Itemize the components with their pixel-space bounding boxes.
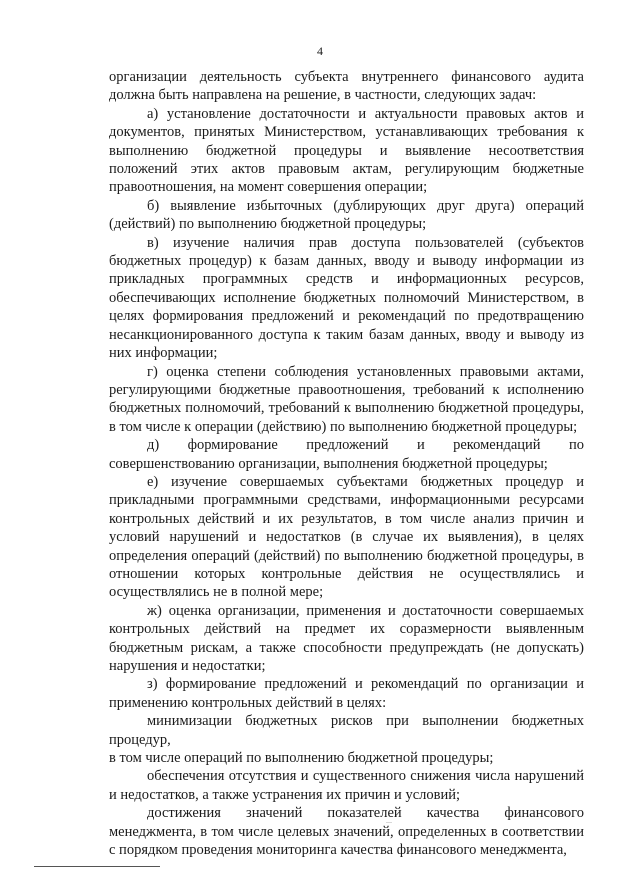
paragraph-sub-violations: обеспечения отсутствия и существенного снижения числа нарушений и недостатков, а также устранения их причин и условий; [109, 768, 584, 803]
paragraph-item-e: е) изучение совершаемых субъектами бюджетных процедур и прикладными программными средствами, информационными ресурсами контрольных действий и их результатов, в том числе анализ причин и условий нарушений и недостатков (в случае их выявления), в целях определения операций (действий) по выполнению бюджетной процедуры, в отношении которых контрольные действия не осуществлялись и осуществлялись не в полной мере; [109, 473, 584, 601]
paragraph-item-zh: ж) оценка организации, применения и достаточности совершаемых контрольных действий на предмет их соразмерности выявленным бюджетным рискам, а также способности предупреждать (не допускать) нарушения и недостатки; [109, 602, 584, 674]
paragraph-sub-risks-continuation: в том числе операций по выполнению бюджетной процедуры; [109, 750, 494, 767]
paragraph-item-a: а) установление достаточности и актуальности правовых актов и документов, принятых Министерством, устанавливающих требования к выполнению бюджетной процедуры и выявление несоответствия положений этих актов правовым актам, регулирующим бюджетные правоотношения, на момент совершения операции; [109, 105, 584, 196]
paragraph-intro-continuation: организации деятельность субъекта внутреннего финансового аудита должна быть направлена на решение, в частности, следующих задач: [109, 69, 584, 104]
paragraph-item-g: г) оценка степени соблюдения установленных правовыми актами, регулирующими бюджетные правоотношения, требований к исполнению бюджетных полномочий, требований к выполнению бюджетной процедуры, в том числе к операции (действию) по выполнению бюджетной процедуры; [109, 363, 584, 435]
scan-mark [386, 822, 392, 823]
paragraph-item-v: в) изучение наличия прав доступа пользователей (субъектов бюджетных процедур) к базам данных, вводу и выводу информации из прикладных программных средств и информационных ресурсов, обеспечивающих исполнение бюджетных полномочий Министерством, в целях формирования предложений и рекомендаций по предотвращению несанкционированного доступа к таким базам данных, вводу и выводу из них информации; [109, 234, 584, 362]
paragraph-sub-risks: минимизации бюджетных рисков при выполнении бюджетных процедур, [109, 713, 584, 748]
document-body [109, 68, 584, 859]
paragraph-item-b: б) выявление избыточных (дублирующих друг друга) операций (действий) по выполнению бюджетной процедуры; [109, 197, 584, 233]
footer-rule [34, 866, 160, 867]
paragraph-item-d: д) формирование предложений и рекомендаций по совершенствованию организации, выполнения бюджетной процедуры; [109, 437, 584, 472]
paragraph-item-z: з) формирование предложений и рекомендаций по организации и применению контрольных действий в целях: [109, 676, 584, 711]
paragraph-sub-indicators: достижения значений показателей качества финансового менеджмента, в том числе целевых значений, определенных в соответствии с порядком проведения мониторинга качества финансового менеджмента, [109, 805, 584, 859]
page-number: 4 [317, 44, 323, 58]
